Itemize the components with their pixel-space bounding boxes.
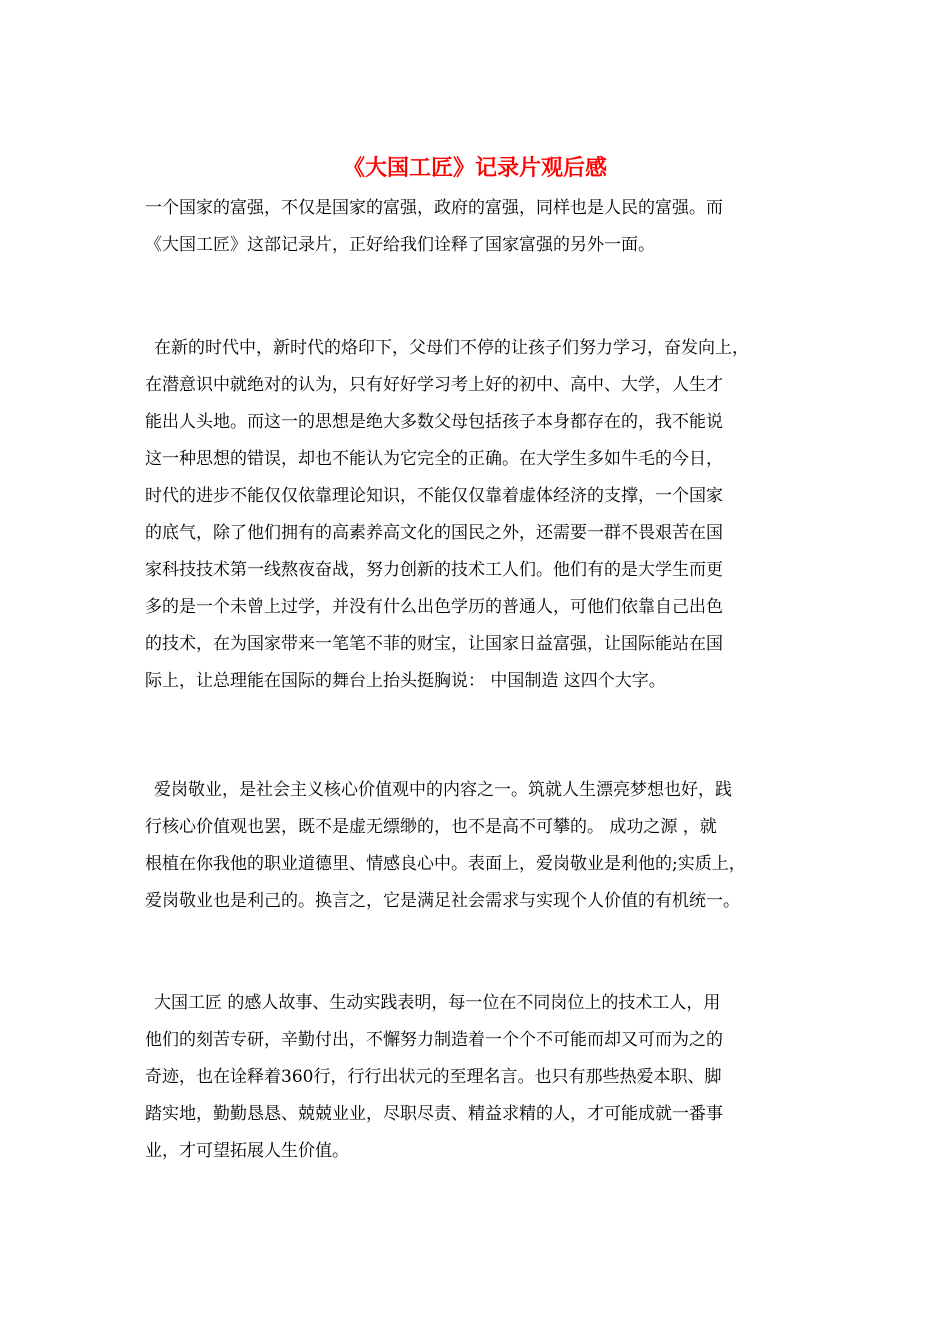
- paragraph-line: 能出人头地。而这一的思想是绝大多数父母包括孩子本身都存在的，我不能说: [145, 412, 723, 432]
- paragraph-line: 在潜意识中就绝对的认为，只有好好学习考上好的初中、高中、大学，人生才: [145, 375, 723, 395]
- paragraph-craftsmen: [145, 985, 825, 1170]
- paragraph-line: 在新的时代中，新时代的烙印下，父母们不停的让孩子们努力学习，奋发向上，: [154, 338, 749, 358]
- paragraph-line: 业，才可望拓展人生价值。: [145, 1141, 349, 1161]
- paragraph-line: 奇迹，也在诠释着360行，行行出状元的至理名言。也只有那些热爱本职、脚: [145, 1067, 722, 1087]
- paragraph-line: 行核心价值观也罢，既不是虚无缥缈的，也不是高不可攀的。 成功之源 ，就: [145, 817, 717, 837]
- paragraph-line: 家科技技术第一线熬夜奋战，努力创新的技术工人们。他们有的是大学生而更: [145, 560, 723, 580]
- paragraph-line: 他们的刻苦专研，辛勤付出，不懈努力制造着一个个不可能而却又可而为之的: [145, 1030, 723, 1050]
- paragraph-line: 一个国家的富强，不仅是国家的富强，政府的富强，同样也是人民的富强。而: [145, 198, 723, 218]
- paragraph-line: 际上，让总理能在国际的舞台上抬头挺胸说： 中国制造 这四个大字。: [145, 671, 666, 691]
- paragraph-line: 大国工匠 的感人故事、生动实践表明，每一位在不同岗位上的技术工人，用: [154, 993, 721, 1013]
- paragraph-new-era: [145, 330, 825, 700]
- paragraph-line: 根植在你我他的职业道德里、情感良心中。表面上，爱岗敬业是利他的;实质上，: [145, 854, 746, 874]
- paragraph-dedication: [145, 772, 825, 920]
- paragraph-line: 的底气，除了他们拥有的高素养高文化的国民之外，还需要一群不畏艰苦在国: [145, 523, 723, 543]
- paragraph-intro: [145, 190, 825, 264]
- paragraph-line: 爱岗敬业也是利己的。换言之，它是满足社会需求与实现个人价值的有机统一。: [145, 891, 740, 911]
- paragraph-line: 踏实地，勤勤恳恳、兢兢业业，尽职尽责、精益求精的人，才可能成就一番事: [145, 1104, 723, 1124]
- paragraph-line: 《大国工匠》这部记录片，正好给我们诠释了国家富强的另外一面。: [145, 235, 655, 255]
- paragraph-line: 的技术，在为国家带来一笔笔不菲的财宝，让国家日益富强，让国际能站在国: [145, 634, 723, 654]
- paragraph-line: 爱岗敬业，是社会主义核心价值观中的内容之一。筑就人生漂亮梦想也好，践: [154, 780, 732, 800]
- paragraph-line: 这一种思想的错误，却也不能认为它完全的正确。在大学生多如牛毛的今日，: [145, 449, 723, 469]
- paragraph-line: 多的是一个未曾上过学，并没有什么出色学历的普通人，可他们依靠自己出色: [145, 597, 723, 617]
- paragraph-line: 时代的进步不能仅仅依靠理论知识，不能仅仅靠着虚体经济的支撑，一个国家: [145, 486, 723, 506]
- document-title: 《大国工匠》记录片观后感: [342, 155, 607, 181]
